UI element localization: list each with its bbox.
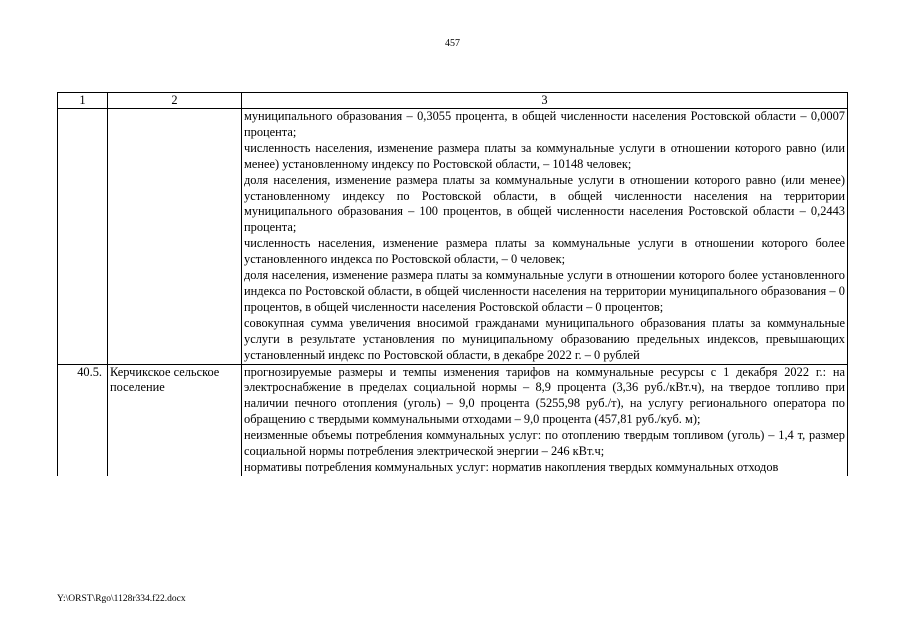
table-row-current <box>58 364 848 476</box>
row-name-cell <box>108 109 242 365</box>
header-col-1: 1 <box>58 93 108 109</box>
row-number: 40.5. <box>58 364 108 476</box>
paragraph: доля населения, изменение размера платы за коммунальные услуги в отношении которого равно (или менее) установленному индексу по Ростовской области, в общей численности населения на территории муниципального образования – 100 процентов, в общей численности населения Ростовской области – 0,2443 процента; <box>244 172 845 235</box>
row-content-cell <box>242 364 848 476</box>
header-col-2: 2 <box>108 93 242 109</box>
paragraph: нормативы потребления коммунальных услуг: норматив накопления твердых коммунальных отходов <box>244 459 779 474</box>
paragraph: совокупная сумма увеличения вносимой гражданами муниципального образования платы за коммунальные услуги в результате установления по муниципальному образованию предельных индексов, превышающих установленный индекс по Ростовской области, в декабре 2022 г. – 0 рублей <box>244 315 845 362</box>
table-header-row <box>58 93 848 109</box>
paragraph: численность населения, изменение размера платы за коммунальные услуги в отношении которого более установленного индекса по Ростовской области, – 0 человек; <box>244 236 845 267</box>
table-row-previous <box>58 109 848 365</box>
paragraph: неизменные объемы потребления коммунальных услуг: по отоплению твердым топливом (уголь) – 1,4 т, размер социальной нормы потребления электрической энергии – 246 кВт.ч; <box>244 428 845 459</box>
row-name: Керчикское сельское поселение <box>108 364 242 476</box>
row-content-cell <box>242 109 848 365</box>
paragraph: прогнозируемые размеры и темпы изменения тарифов на коммунальные ресурсы с 1 декабря 2022 г.: на электроснабжение в пределах социальной нормы – 8,9 процента (3,36 руб./кВт.ч), на твердое топливо при наличии печного отопления (уголь) – 9,0 процента (5255,98 руб./т), на услугу регионального оператора по обращению с твердыми коммунальными отходами – 9,0 процента (457,81 руб./куб. м); <box>244 364 845 427</box>
row-number-cell <box>58 109 108 365</box>
page-number: 457 <box>445 38 460 49</box>
paragraph: доля населения, изменение размера платы за коммунальные услуги в отношении которого более установленного индекса по Ростовской области, в общей численности населения на территории муниципального образования – 0 процентов, в общей численности населения Ростовской области – 0 процентов; <box>244 268 845 314</box>
main-table <box>57 92 848 476</box>
footer-file-path: Y:\ORST\Rgo\1128r334.f22.docx <box>57 594 186 604</box>
header-col-3: 3 <box>242 93 848 109</box>
paragraph: численность населения, изменение размера платы за коммунальные услуги в отношении которого равно (или менее) установленному индексу по Ростовской области, – 10148 человек; <box>244 140 845 171</box>
paragraph: муниципального образования – 0,3055 процента, в общей численности населения Ростовской области – 0,0007 процента; <box>244 109 845 139</box>
